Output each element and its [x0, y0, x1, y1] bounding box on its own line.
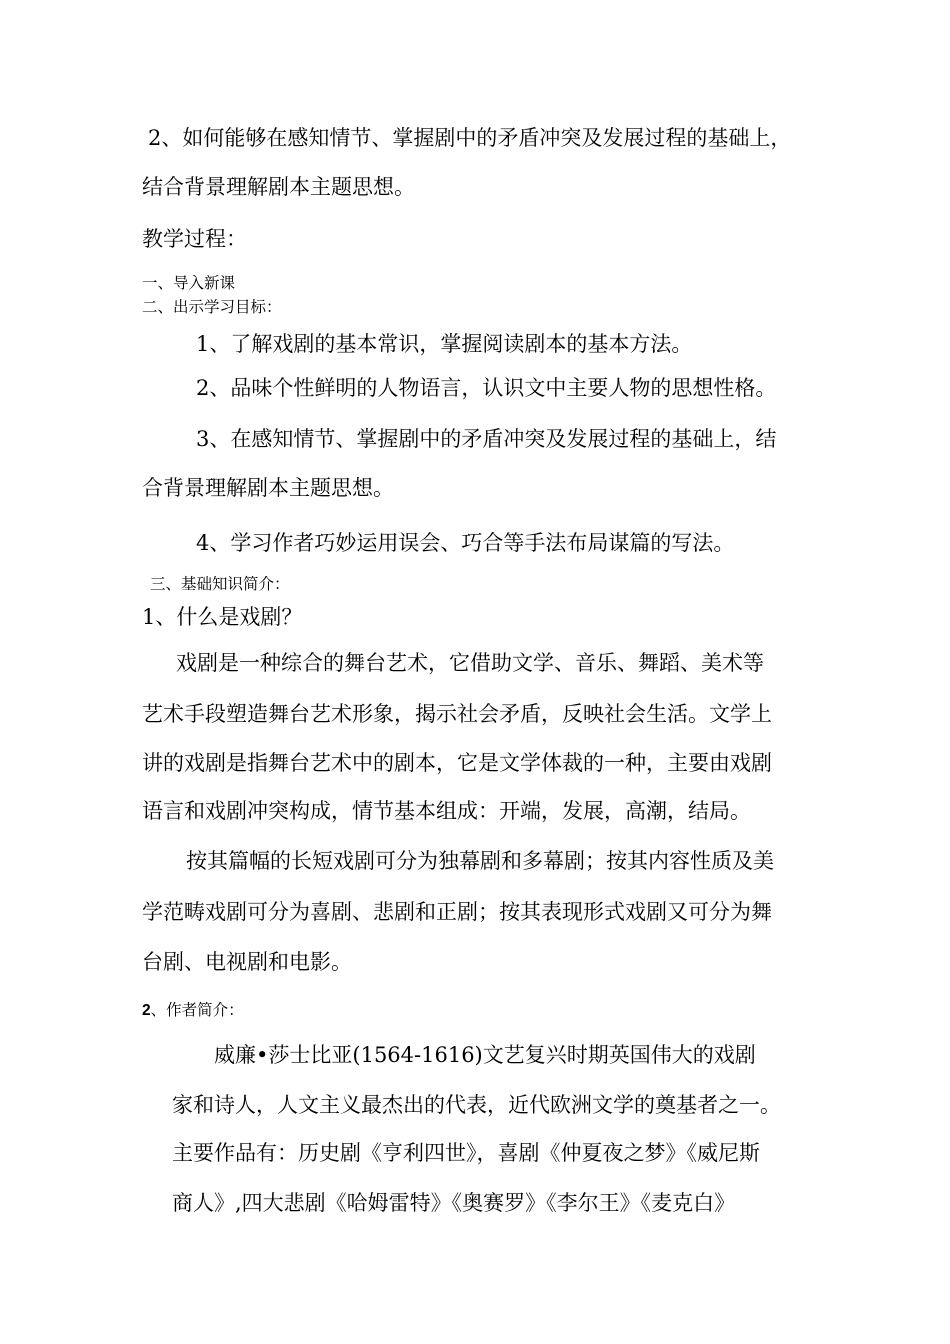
section-2-heading: 二、出示学习目标：: [142, 298, 282, 316]
objective-2-line-1: 2、如何能够在感知情节、掌握剧中的矛盾冲突及发展过程的基础上，: [148, 126, 792, 150]
drama-classification-line-3: 台剧、电视剧和电影。: [142, 950, 352, 974]
section-1-heading: 一、导入新课: [142, 274, 236, 292]
author-intro-heading: [142, 1003, 244, 1019]
author-intro-line-1: 威廉•莎士比亚(1564-1616)文艺复兴时期英国伟大的戏剧: [214, 1043, 756, 1067]
author-intro-line-2: 家和诗人，人文主义最杰出的代表，近代欧洲文学的奠基者之一。: [172, 1093, 781, 1117]
goal-2: 2、品味个性鲜明的人物语言，认识文中主要人物的思想性格。: [196, 376, 777, 400]
author-heading-number: 2: [142, 1002, 151, 1019]
goal-3-line-2: 合背景理解剧本主题思想。: [142, 476, 394, 500]
teaching-process-heading: 教学过程：: [142, 227, 247, 251]
drama-definition-line-1: 戏剧是一种综合的舞台艺术，它借助文学、音乐、舞蹈、美术等: [176, 651, 764, 675]
drama-classification-line-1: 按其篇幅的长短戏剧可分为独幕剧和多幕剧；按其内容性质及美: [186, 849, 774, 873]
drama-definition-line-3: 讲的戏剧是指舞台艺术中的剧本，它是文学体裁的一种，主要由戏剧: [142, 751, 772, 775]
goal-3-line-1: 3、在感知情节、掌握剧中的矛盾冲突及发展过程的基础上，结: [196, 427, 777, 451]
objective-2-line-2: 结合背景理解剧本主题思想。: [142, 175, 415, 199]
goal-4: 4、学习作者巧妙运用误会、巧合等手法布局谋篇的写法。: [196, 531, 735, 555]
question-1-heading: 1、什么是戏剧？: [142, 605, 303, 629]
author-intro-line-4: 商人》,四大悲剧《哈姆雷特》《奥赛罗》《李尔王》《麦克白》: [172, 1191, 736, 1215]
drama-classification-line-2: 学范畴戏剧可分为喜剧、悲剧和正剧；按其表现形式戏剧又可分为舞: [142, 900, 772, 924]
author-intro-line-3: 主要作品有：历史剧《亨利四世》，喜剧《仲夏夜之梦》《威尼斯: [172, 1141, 760, 1165]
author-heading-text: 、作者简介：: [150, 1001, 244, 1019]
drama-definition-line-2: 艺术手段塑造舞台艺术形象，揭示社会矛盾，反映社会生活。文学上: [142, 702, 772, 726]
drama-definition-line-4: 语言和戏剧冲突构成，情节基本组成：开端，发展，高潮，结局。: [142, 799, 751, 823]
goal-1: 1、了解戏剧的基本常识，掌握阅读剧本的基本方法。: [196, 332, 693, 356]
section-3-heading: 三、基础知识简介：: [150, 575, 290, 593]
